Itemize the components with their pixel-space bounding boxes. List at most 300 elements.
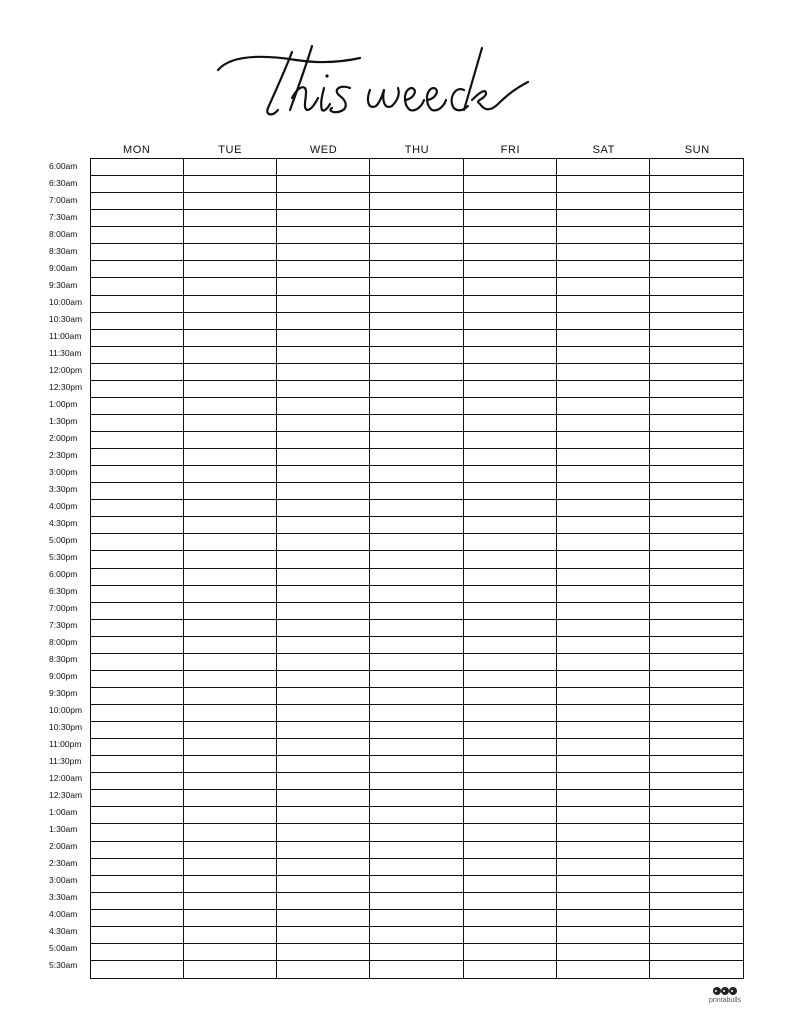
schedule-cell (370, 586, 463, 603)
schedule-cell (557, 483, 650, 500)
schedule-cell (370, 807, 463, 824)
schedule-cell (464, 927, 557, 944)
schedule-cell (464, 534, 557, 551)
bull-icon (711, 984, 739, 996)
time-label: 9:30pm (49, 688, 78, 698)
schedule-cell (370, 893, 463, 910)
schedule-cell (277, 859, 370, 876)
schedule-cell (557, 517, 650, 534)
schedule-cell (370, 773, 463, 790)
schedule-cell (184, 415, 277, 432)
schedule-cell (650, 790, 743, 807)
schedule-cell (557, 722, 650, 739)
logo-text: printabulls (709, 997, 741, 1004)
schedule-cell (184, 159, 277, 176)
time-label: 4:30am (49, 926, 78, 936)
schedule-cell (91, 722, 184, 739)
schedule-cell (650, 893, 743, 910)
schedule-cell (91, 961, 184, 978)
schedule-cell (277, 586, 370, 603)
schedule-cell (277, 261, 370, 278)
schedule-cell (184, 705, 277, 722)
schedule-cell (370, 278, 463, 295)
schedule-cell (277, 824, 370, 841)
schedule-cell (650, 227, 743, 244)
schedule-cell (184, 466, 277, 483)
time-label: 2:00pm (49, 433, 78, 443)
time-label: 10:30am (49, 314, 83, 324)
schedule-cell (557, 210, 650, 227)
schedule-cell (557, 688, 650, 705)
schedule-cell (184, 381, 277, 398)
schedule-cell (650, 824, 743, 841)
schedule-cell (277, 569, 370, 586)
schedule-cell (184, 210, 277, 227)
schedule-cell (184, 483, 277, 500)
schedule-cell (91, 449, 184, 466)
schedule-cell (370, 159, 463, 176)
schedule-cell (557, 347, 650, 364)
schedule-cell (91, 313, 184, 330)
schedule-cell (650, 210, 743, 227)
schedule-cell (557, 603, 650, 620)
schedule-cell (91, 569, 184, 586)
schedule-cell (91, 790, 184, 807)
schedule-cell (277, 739, 370, 756)
schedule-cell (277, 944, 370, 961)
schedule-cell (464, 381, 557, 398)
time-label: 7:30am (49, 212, 78, 222)
schedule-cell (464, 278, 557, 295)
schedule-cell (557, 193, 650, 210)
schedule-cell (464, 500, 557, 517)
schedule-cell (557, 278, 650, 295)
schedule-cell (184, 722, 277, 739)
schedule-cell (277, 210, 370, 227)
schedule-cell (464, 705, 557, 722)
schedule-cell (277, 176, 370, 193)
time-label: 11:30am (49, 348, 82, 358)
schedule-cell (464, 466, 557, 483)
schedule-cell (91, 159, 184, 176)
schedule-cell (650, 773, 743, 790)
schedule-cell (370, 210, 463, 227)
schedule-cell (184, 637, 277, 654)
schedule-cell (650, 415, 743, 432)
schedule-cell (557, 944, 650, 961)
schedule-cell (277, 756, 370, 773)
schedule-cell (91, 773, 184, 790)
time-label: 3:30am (49, 892, 78, 902)
schedule-cell (650, 449, 743, 466)
schedule-cell (557, 620, 650, 637)
schedule-cell (650, 620, 743, 637)
schedule-cell (557, 637, 650, 654)
schedule-cell (650, 466, 743, 483)
schedule-cell (464, 603, 557, 620)
schedule-cell (557, 261, 650, 278)
schedule-cell (464, 313, 557, 330)
schedule-cell (91, 807, 184, 824)
schedule-cell (650, 859, 743, 876)
schedule-cell (650, 313, 743, 330)
time-label: 2:30pm (49, 450, 78, 460)
schedule-cell (557, 910, 650, 927)
schedule-cell (277, 671, 370, 688)
schedule-cell (91, 193, 184, 210)
schedule-cell (370, 910, 463, 927)
day-header-thu: THU (404, 144, 430, 156)
schedule-cell (650, 517, 743, 534)
schedule-cell (91, 500, 184, 517)
schedule-cell (184, 739, 277, 756)
schedule-cell (91, 859, 184, 876)
schedule-cell (464, 807, 557, 824)
schedule-cell (370, 500, 463, 517)
schedule-cell (464, 790, 557, 807)
schedule-cell (277, 842, 370, 859)
schedule-cell (650, 739, 743, 756)
schedule-cell (650, 603, 743, 620)
schedule-cell (277, 500, 370, 517)
schedule-cell (370, 671, 463, 688)
schedule-cell (91, 364, 184, 381)
schedule-cell (277, 688, 370, 705)
schedule-cell (464, 586, 557, 603)
schedule-cell (277, 654, 370, 671)
schedule-cell (557, 773, 650, 790)
schedule-cell (91, 824, 184, 841)
schedule-cell (277, 364, 370, 381)
schedule-cell (557, 313, 650, 330)
schedule-cell (370, 432, 463, 449)
time-label: 7:00am (49, 195, 78, 205)
schedule-cell (184, 193, 277, 210)
schedule-cell (557, 330, 650, 347)
schedule-cell (464, 261, 557, 278)
schedule-cell (91, 227, 184, 244)
time-label: 9:30am (49, 280, 78, 290)
schedule-cell (184, 842, 277, 859)
schedule-cell (277, 705, 370, 722)
schedule-cell (650, 722, 743, 739)
schedule-cell (277, 773, 370, 790)
schedule-cell (184, 961, 277, 978)
schedule-cell (91, 278, 184, 295)
schedule-cell (464, 227, 557, 244)
schedule-cell (557, 893, 650, 910)
schedule-cell (650, 569, 743, 586)
schedule-cell (184, 876, 277, 893)
time-label: 4:30pm (49, 518, 78, 528)
schedule-cell (91, 398, 184, 415)
time-label: 9:00pm (49, 671, 78, 681)
schedule-cell (557, 824, 650, 841)
schedule-cell (184, 449, 277, 466)
schedule-cell (91, 551, 184, 568)
schedule-cell (464, 893, 557, 910)
schedule-cell (184, 330, 277, 347)
schedule-cell (370, 569, 463, 586)
schedule-cell (370, 261, 463, 278)
schedule-cell (91, 876, 184, 893)
schedule-cell (370, 944, 463, 961)
schedule-cell (91, 910, 184, 927)
schedule-cell (370, 756, 463, 773)
schedule-cell (557, 296, 650, 313)
schedule-cell (91, 347, 184, 364)
schedule-cell (464, 671, 557, 688)
schedule-cell (464, 347, 557, 364)
schedule-cell (557, 227, 650, 244)
schedule-cell (464, 722, 557, 739)
schedule-cell (557, 927, 650, 944)
time-label: 8:00am (49, 229, 78, 239)
schedule-cell (184, 569, 277, 586)
schedule-cell (557, 534, 650, 551)
schedule-cell (370, 193, 463, 210)
schedule-cell (277, 517, 370, 534)
schedule-cell (650, 500, 743, 517)
schedule-cell (91, 739, 184, 756)
schedule-cell (277, 927, 370, 944)
schedule-cell (557, 961, 650, 978)
time-label: 12:00pm (49, 365, 83, 375)
schedule-cell (464, 176, 557, 193)
schedule-cell (557, 671, 650, 688)
schedule-cell (370, 842, 463, 859)
schedule-cell (277, 415, 370, 432)
schedule-cell (557, 705, 650, 722)
schedule-cell (650, 261, 743, 278)
schedule-cell (650, 432, 743, 449)
schedule-cell (650, 586, 743, 603)
schedule-cell (91, 944, 184, 961)
schedule-cell (91, 261, 184, 278)
schedule-cell (277, 330, 370, 347)
schedule-cell (464, 961, 557, 978)
time-label: 10:00pm (49, 705, 83, 715)
schedule-cell (370, 176, 463, 193)
schedule-cell (91, 296, 184, 313)
schedule-cell (370, 722, 463, 739)
day-header-mon: MON (122, 144, 151, 156)
schedule-cell (370, 534, 463, 551)
time-label: 12:30am (49, 790, 83, 800)
time-label: 6:30pm (49, 586, 78, 596)
schedule-cell (650, 756, 743, 773)
schedule-cell (370, 296, 463, 313)
schedule-cell (184, 927, 277, 944)
schedule-cell (184, 859, 277, 876)
time-label: 5:00pm (49, 535, 78, 545)
schedule-cell (277, 603, 370, 620)
schedule-cell (277, 790, 370, 807)
schedule-cell (650, 705, 743, 722)
schedule-cell (277, 347, 370, 364)
schedule-cell (277, 466, 370, 483)
schedule-cell (91, 244, 184, 261)
schedule-cell (370, 739, 463, 756)
schedule-cell (557, 381, 650, 398)
printabulls-logo (703, 984, 747, 1005)
schedule-cell (370, 227, 463, 244)
schedule-cell (464, 398, 557, 415)
schedule-cell (91, 483, 184, 500)
schedule-cell (184, 432, 277, 449)
schedule-cell (91, 756, 184, 773)
schedule-cell (557, 398, 650, 415)
schedule-cell (370, 330, 463, 347)
time-label: 12:00am (49, 773, 83, 783)
schedule-cell (277, 551, 370, 568)
schedule-cell (91, 654, 184, 671)
schedule-cell (184, 790, 277, 807)
schedule-cell (277, 193, 370, 210)
schedule-cell (277, 296, 370, 313)
schedule-cell (277, 227, 370, 244)
time-label: 4:00pm (49, 501, 78, 511)
schedule-cell (91, 534, 184, 551)
schedule-cell (184, 296, 277, 313)
schedule-cell (277, 893, 370, 910)
schedule-cell (650, 159, 743, 176)
schedule-cell (277, 807, 370, 824)
schedule-cell (184, 944, 277, 961)
schedule-cell (650, 398, 743, 415)
schedule-cell (464, 193, 557, 210)
schedule-cell (464, 296, 557, 313)
schedule-cell (464, 739, 557, 756)
schedule-cell (91, 415, 184, 432)
schedule-cell (184, 893, 277, 910)
schedule-cell (557, 176, 650, 193)
schedule-cell (91, 381, 184, 398)
schedule-cell (184, 278, 277, 295)
schedule-cell (650, 637, 743, 654)
time-label: 5:30pm (49, 552, 78, 562)
schedule-cell (91, 330, 184, 347)
schedule-cell (184, 500, 277, 517)
time-label: 5:00am (49, 943, 78, 953)
schedule-cell (277, 449, 370, 466)
schedule-cell (464, 773, 557, 790)
day-header-row (90, 143, 744, 158)
schedule-cell (91, 842, 184, 859)
schedule-cell (557, 159, 650, 176)
schedule-cell (370, 688, 463, 705)
schedule-cell (370, 705, 463, 722)
schedule-cell (650, 842, 743, 859)
time-label: 3:00pm (49, 467, 78, 477)
time-label: 3:00am (49, 875, 78, 885)
schedule-cell (557, 415, 650, 432)
schedule-cell (277, 159, 370, 176)
schedule-cell (184, 671, 277, 688)
schedule-cell (650, 807, 743, 824)
schedule-cell (650, 176, 743, 193)
schedule-cell (370, 654, 463, 671)
time-label: 9:00am (49, 263, 78, 273)
schedule-cell (650, 876, 743, 893)
schedule-cell (277, 432, 370, 449)
time-label: 8:00pm (49, 637, 78, 647)
schedule-cell (464, 449, 557, 466)
time-label: 2:30am (49, 858, 78, 868)
schedule-cell (557, 807, 650, 824)
schedule-cell (91, 688, 184, 705)
schedule-cell (650, 244, 743, 261)
schedule-cell (464, 910, 557, 927)
schedule-cell (557, 756, 650, 773)
schedule-cell (370, 790, 463, 807)
time-label: 11:00pm (49, 739, 82, 749)
schedule-cell (464, 551, 557, 568)
schedule-cell (184, 620, 277, 637)
time-label: 8:30am (49, 246, 78, 256)
time-label: 10:00am (49, 297, 83, 307)
day-header-wed: WED (309, 144, 338, 156)
schedule-cell (91, 927, 184, 944)
time-label: 12:30pm (49, 382, 83, 392)
schedule-cell (650, 961, 743, 978)
schedule-cell (557, 876, 650, 893)
schedule-cell (184, 603, 277, 620)
schedule-cell (464, 330, 557, 347)
schedule-cell (464, 876, 557, 893)
schedule-cell (370, 381, 463, 398)
schedule-cell (464, 859, 557, 876)
schedule-cell (277, 961, 370, 978)
schedule-cell (464, 688, 557, 705)
day-header-sun: SUN (684, 144, 710, 156)
schedule-cell (650, 927, 743, 944)
schedule-cell (557, 739, 650, 756)
time-label: 4:00am (49, 909, 78, 919)
schedule-cell (184, 517, 277, 534)
schedule-cell (557, 466, 650, 483)
schedule-cell (91, 586, 184, 603)
time-label: 10:30pm (49, 722, 83, 732)
time-label: 11:30pm (49, 756, 82, 766)
schedule-cell (184, 176, 277, 193)
schedule-cell (370, 961, 463, 978)
schedule-cell (557, 244, 650, 261)
schedule-cell (464, 756, 557, 773)
schedule-cell (91, 893, 184, 910)
schedule-cell (370, 466, 463, 483)
schedule-cell (370, 347, 463, 364)
schedule-cell (464, 654, 557, 671)
schedule-cell (464, 517, 557, 534)
schedule-cell (277, 620, 370, 637)
time-label: 1:30pm (49, 416, 78, 426)
time-label: 6:00pm (49, 569, 78, 579)
schedule-cell (464, 842, 557, 859)
schedule-cell (184, 824, 277, 841)
schedule-cell (464, 637, 557, 654)
schedule-cell (91, 705, 184, 722)
schedule-cell (370, 398, 463, 415)
schedule-cell (650, 671, 743, 688)
schedule-cell (184, 551, 277, 568)
day-header-fri: FRI (500, 144, 521, 156)
schedule-cell (464, 483, 557, 500)
schedule-cell (184, 227, 277, 244)
schedule-cell (184, 756, 277, 773)
schedule-cell (557, 569, 650, 586)
schedule-cell (370, 313, 463, 330)
